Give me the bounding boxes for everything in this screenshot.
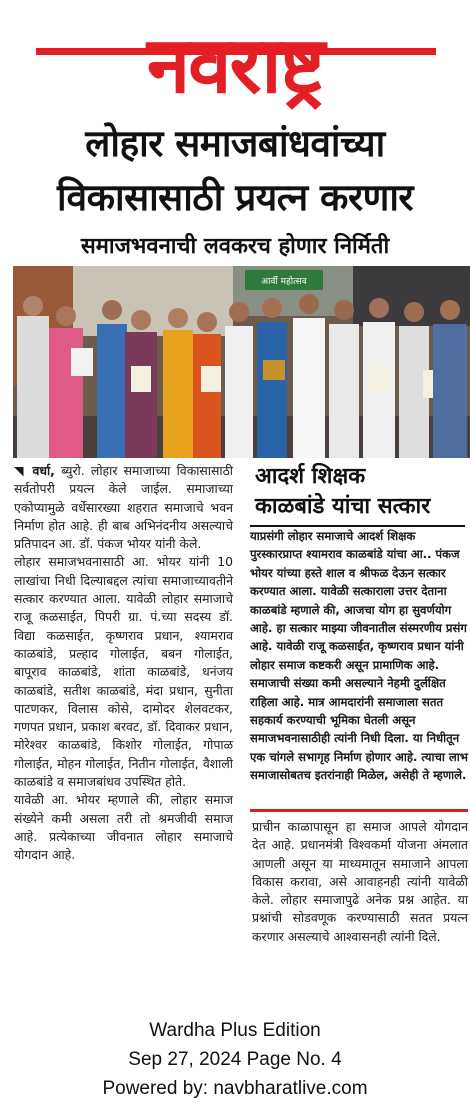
photo-banner: आर्वी महोत्सव — [261, 277, 307, 287]
headline-line-1: लोहार समाजबांधवांच्या — [85, 122, 385, 165]
article-right-paragraph: प्राचीन काळापासून हा समाज आपले योगदान देत आहे. प्रधानमंत्री विश्वकर्मा योजना अंमलात आणली असून या माध्यमातून समाजाने आपला विकास करावा, असे आवाहनही त्यांनी यावेळी केले. लोहार समाजापुढे अनेक प्रश्न आहेत. या प्रश्नांची सोडवणूक करण्यासाठी सतत प्रयत्न करणार असल्याचे आश्वासनही त्यांनी दिले. — [252, 819, 468, 944]
box-paragraph: याप्रसंगी लोहार समाजाचे आदर्श शिक्षक पुरस्कारप्राप्त श्यामराव काळबांडे यांचा आ.. पंकज भोयर यांच्या हस्ते शाल व श्रीफळ देऊन सत्कार करण्यात आला. यावेळी सत्काराला उत्तर देताना काळबांडे म्हणाले की, आजचा योग हा सुवर्णयोग आहे. हा सत्कार माझ्या जीवनातील संस्मरणीय प्रसंग आहे. यावेळी राजू कळसाईत, कृष्णराव प्रधान यांनी लोहार समाज कष्टकरी असून प्रामाणिक आहे. समाजाची संख्या कमी असल्याने नेहमी दुर्लक्षित राहिला आहे. मात्र आमदारांनी समाजाला सतत सहकार्य करण्याची भूमिका घेतली असून समाजभवनासाठीही त्यांनी निधी दिला. या निधीतून एक चांगले सभागृह निर्माण होणार आहे. त्याचा लाभ समाजासोबतच इतरांनाही मिळेल, असेही ते म्हणाले. — [250, 529, 468, 783]
box-title — [255, 462, 467, 522]
dateline: वर्धा, — [32, 463, 55, 478]
article-paragraph-1-text: ब्युरो. लोहार समाजाच्या विकासासाठी सर्वतोपरी प्रयत्न केले जाईल. समाजाच्या एकोप्यामुळे वर्धेसारख्या शहरात समाजाचे भवन निर्माण होत आहे. ही बाब अभिनंदनीय असल्याचे प्रतिपादन आ. डॉ. पंकज भोयर यांनी केले. — [14, 463, 233, 552]
masthead-logo — [0, 0, 470, 110]
subheadline: समाजभवनाची लवकरच होणार निर्मिती — [80, 234, 390, 259]
article-paragraph-1 — [14, 462, 233, 553]
group-photo-illustration — [13, 266, 470, 458]
box-title-line-2: काळबांडे यांचा सत्कार — [255, 494, 431, 519]
box-text — [250, 527, 468, 785]
masthead — [0, 0, 470, 110]
red-divider — [250, 809, 468, 812]
news-photo — [13, 266, 470, 458]
headline-line-2: विकासासाठी प्रयत्न करणार — [56, 176, 414, 219]
box-title-line-1: आदर्श शिक्षक — [255, 464, 366, 489]
article-paragraph-3: यावेळी आ. भोयर म्हणाले की, लोहार समाज संख्येने कमी असला तरी तो श्रमजीवी समाज आहे. प्रत्येकाच्या जीवनात लोहार समाजाचे योगदान आहे. — [14, 792, 233, 863]
article-paragraph-2: लोहार समाजभवनासाठी आ. भोयर यांनी 10 लाखांचा निधी दिल्याबद्दल त्यांचा समाजाच्यावतीने सत्कार करण्यात आला. यावेळी लोहार समाजाचे राजू कळसाईत, पिपरी ग्रा. पं.च्या सदस्य डॉ. विद्या कळसाईत, कृष्णराव प्रधान, श्यामराव काळबांडे, प्रल्हाद गोलाईत, बबन गोलाईत, बापूराव काळबांडे, शांता काळबांडे, धनंजय काळबांडे, सतीश काळबांडे, मंदा प्रधान, सुनीता पाटणकर, विलास कोसे, दामोदर शेलवटकर, गणपत प्रधान, प्रकाश बरवट, डॉ. दिवाकर प्रधान, मोरेश्वर काळबांडे, किशोर गोलाईत, गोपाळ गोलाईत, मोहन गोलाईत, नितीन गोलाईत, वैशाली काळबांडे व समाजबांधव उपस्थित होते. — [14, 554, 233, 790]
powered-by-label: Powered by: navbharatlive.com — [102, 1078, 368, 1099]
article-left-column — [14, 462, 233, 865]
edition-label: Wardha Plus Edition — [149, 1020, 321, 1041]
article-right-column — [252, 818, 468, 946]
date-page-label: Sep 27, 2024 Page No. 4 — [128, 1049, 342, 1070]
dateline-marker: ◥ — [14, 463, 33, 478]
logo-text: नवराष्ट्र — [146, 21, 324, 110]
